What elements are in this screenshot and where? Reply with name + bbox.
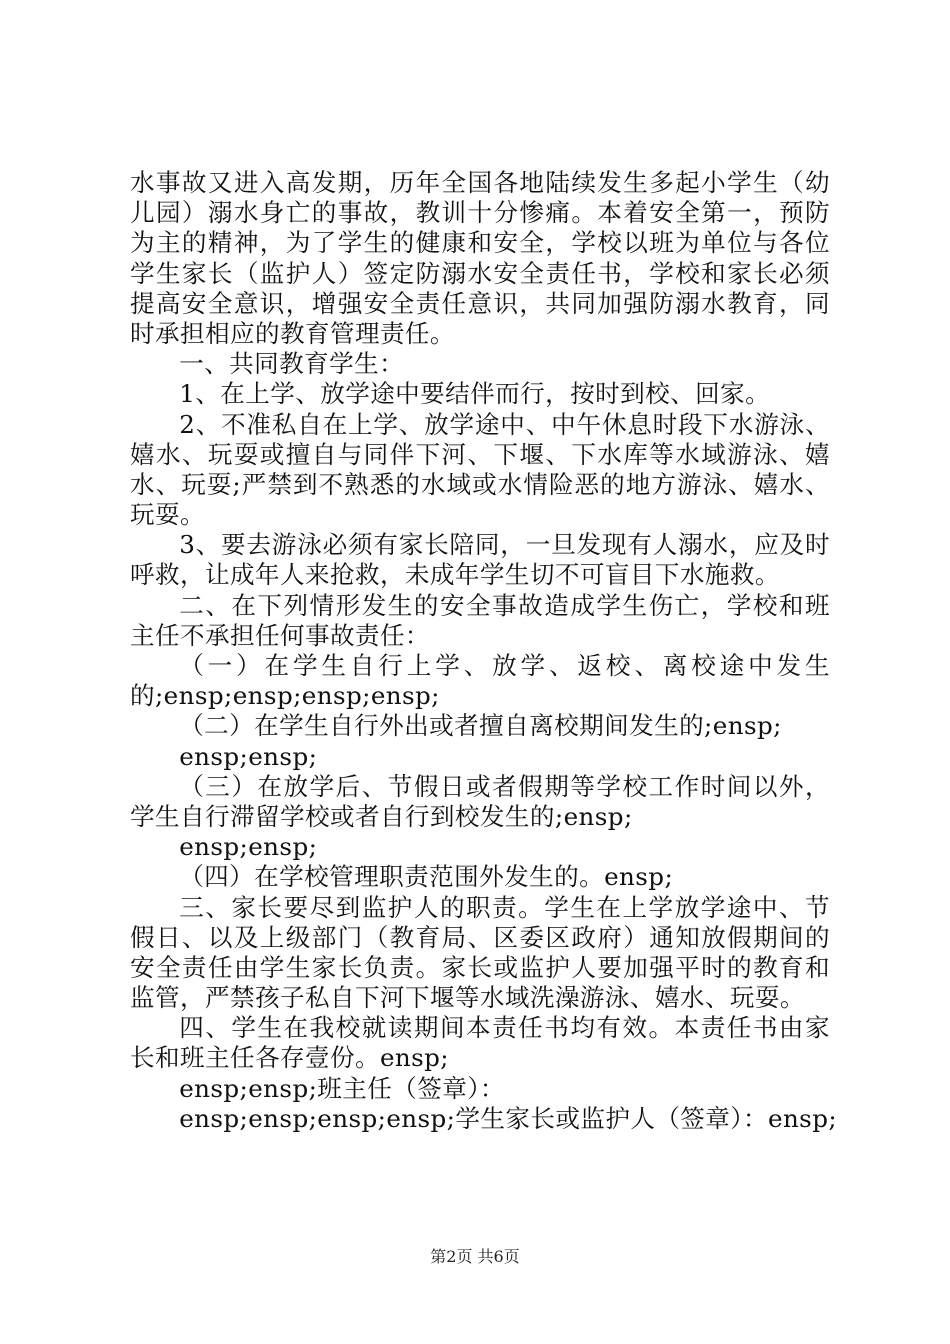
page-footer: 第2页 共6页: [430, 1247, 520, 1266]
text-line: 假日、以及上级部门（教育局、区委区政府）通知放假期间的: [130, 922, 830, 952]
text-line: 安全责任由学生家长负责。家长或监护人要加强平时的教育和: [130, 952, 830, 982]
text-line: 三、家长要尽到监护人的职责。学生在上学放学途中、节: [179, 892, 830, 922]
text-line: 监管，严禁孩子私自下河下堰等水域洗澡游泳、嬉水、玩耍。: [130, 983, 805, 1013]
text-line: （四）在学校管理职责范围外发生的。ensp;: [179, 862, 674, 892]
text-line: 时承担相应的教育管理责任。: [130, 318, 455, 348]
document-body: [130, 168, 838, 1134]
text-line: 2、不准私自在上学、放学途中、中午休息时段下水游泳、: [179, 409, 830, 439]
text-line: 主任不承担任何事故责任：: [130, 620, 430, 650]
text-line: 嬉水、玩耍或擅自与同伴下河、下堰、下水库等水域游泳、嬉: [130, 439, 830, 469]
text-line: ensp;ensp;班主任（签章）：: [179, 1073, 505, 1103]
text-line: （一）在学生自行上学、放学、返校、离校途中发生: [179, 651, 830, 680]
text-line: 儿园）溺水身亡的事故，教训十分惨痛。本着安全第一，预防: [130, 198, 830, 228]
text-line: ensp;ensp;ensp;ensp;学生家长或监护人（签章）：ensp;: [179, 1103, 838, 1133]
text-line: 水、玩耍;严禁到不熟悉的水域或水情险恶的地方游泳、嬉水、: [130, 469, 830, 499]
text-line: 提高安全意识，增强安全责任意识，共同加强防溺水教育，同: [130, 288, 830, 318]
text-line: （二）在学生自行外出或者擅自离校期间发生的;ensp;: [179, 711, 782, 741]
text-line: 的;ensp;ensp;ensp;ensp;: [130, 681, 440, 711]
text-line: 为主的精神，为了学生的健康和安全，学校以班为单位与各位: [130, 228, 830, 258]
text-line: 二、在下列情形发生的安全事故造成学生伤亡，学校和班: [179, 590, 830, 620]
text-line: 学生家长（监护人）签定防溺水安全责任书，学校和家长必须: [130, 258, 830, 288]
text-line: 学生自行滞留学校或者自行到校发生的;ensp;: [130, 801, 633, 831]
text-line: ensp;ensp;: [179, 741, 318, 771]
text-line: 3、要去游泳必须有家长陪同，一旦发现有人溺水，应及时: [179, 530, 830, 560]
text-line: 一、共同教育学生：: [179, 349, 405, 379]
text-line: 四、学生在我校就读期间本责任书均有效。本责任书由家: [179, 1013, 830, 1043]
text-line: 1、在上学、放学途中要结伴而行，按时到校、回家。: [179, 379, 771, 409]
text-line: 水事故又进入高发期，历年全国各地陆续发生多起小学生（幼: [130, 168, 830, 197]
text-line: 呼救，让成年人来抢救，未成年学生切不可盲目下水施救。: [130, 560, 780, 590]
text-line: ensp;ensp;: [179, 832, 318, 862]
text-line: （三）在放学后、节假日或者假期等学校工作时间以外，: [179, 771, 830, 801]
text-line: 玩耍。: [130, 500, 205, 530]
text-line: 长和班主任各存壹份。ensp;: [130, 1043, 449, 1073]
